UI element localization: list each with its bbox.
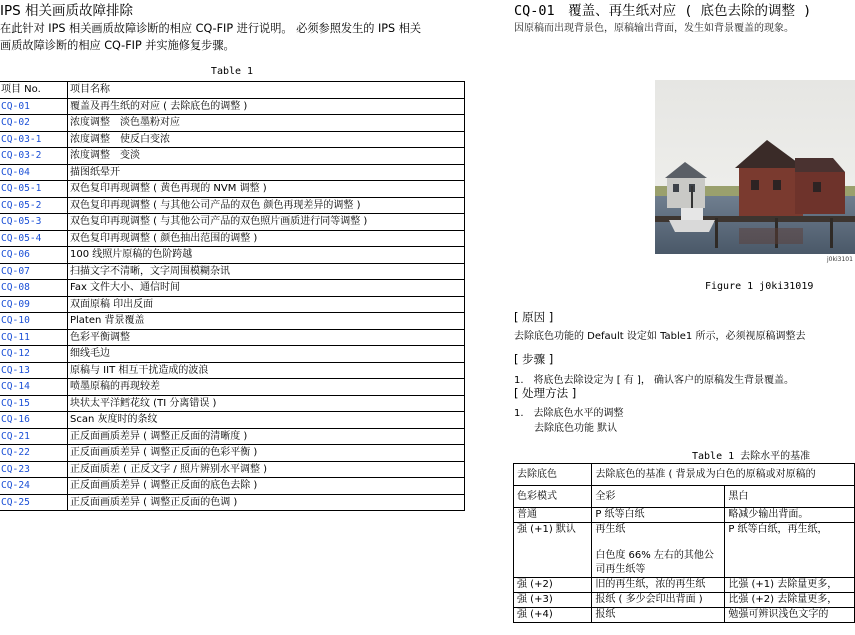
table-cell: 去除底色的基准 ( 背景成为白色的原稿或对原稿的 [592, 464, 855, 486]
step-1: 1. 将底色去除设定为 [ 有 ]， 确认客户的原稿发生背景覆盖。 [514, 375, 795, 386]
cq-link[interactable]: CQ-05-2 [0, 197, 68, 214]
cause-heading: [ 原因 ] [514, 310, 554, 324]
cq-link[interactable]: CQ-21 [0, 428, 68, 445]
item-name: 块状太平洋鳕花纹 (TI 分离错误 ) [68, 395, 465, 412]
table-row [514, 593, 855, 608]
cq-link[interactable]: CQ-11 [0, 329, 68, 346]
photo-code: j0ki3101 [827, 256, 853, 263]
item-name: 浓度调整 使反白变浓 [68, 131, 465, 148]
table-row [0, 362, 465, 379]
item-name: 正反面质差 ( 正反文字 / 照片辨别水平调整 ) [68, 461, 465, 478]
steps-heading: [ 步骤 ] [514, 352, 554, 366]
cq-link[interactable]: CQ-08 [0, 280, 68, 297]
table-cell: 报纸 ( 多少会印出背面 ) [592, 593, 725, 608]
table-row [0, 428, 465, 445]
table-row [514, 608, 855, 623]
table-cell: 比强 (+1) 去除量更多， [725, 578, 855, 593]
table-cell: 强 (+3) [514, 593, 592, 608]
item-name: 正反面画质差异 ( 调整正反面的色调 ) [68, 494, 465, 511]
table-cell: 强 (+4) [514, 608, 592, 623]
method-1-detail: 去除底色功能 默认 [514, 423, 618, 434]
table-row [0, 461, 465, 478]
cell-line: 白色度 66% 左右的其他公 [595, 550, 714, 561]
item-name: 喷墨原稿的再现较差 [68, 379, 465, 396]
figure-caption: Figure 1 j0ki31019 [705, 281, 814, 292]
intro-line-2: 画质故障诊断的相应 CQ-FIP 并实施修复步骤。 [0, 39, 235, 52]
cq-link[interactable]: CQ-07 [0, 263, 68, 280]
table-row [0, 494, 465, 511]
removal-level-table [513, 463, 855, 623]
item-name: 浓度调整 淡色墨粉对应 [68, 115, 465, 132]
cq-link[interactable]: CQ-12 [0, 346, 68, 363]
table-row [0, 181, 465, 198]
table-row [514, 523, 855, 578]
table-row [0, 412, 465, 429]
method-heading: [ 处理方法 ] [514, 386, 577, 400]
table-cell: 去除底色 [514, 464, 592, 486]
section-title: CQ-01 覆盖、再生纸对应 ( 底色去除的调整 ) [514, 3, 812, 19]
cell-line: 司再生纸等 [595, 564, 646, 575]
item-name: 双面原稿 印出反面 [68, 296, 465, 313]
cq-link[interactable]: CQ-02 [0, 115, 68, 132]
table-row [0, 115, 465, 132]
table-row [0, 263, 465, 280]
table-cell [592, 523, 725, 578]
removal-table-caption: Table 1 去除水平的基准 [692, 451, 811, 462]
table-row [0, 346, 465, 363]
table-row [0, 395, 465, 412]
item-name: 覆盖及再生纸的对应 ( 去除底色的调整 ) [68, 98, 465, 115]
item-name: 色彩平衡调整 [68, 329, 465, 346]
item-name: 扫描文字不清晰，文字周围模糊杂讯 [68, 263, 465, 280]
section-subtitle: 因原稿而出现背景色，原稿输出背面，发生如背景覆盖的现象。 [514, 23, 794, 34]
table-cell: 旧的再生纸，浓的再生纸 [592, 578, 725, 593]
cq-link[interactable]: CQ-01 [0, 98, 68, 115]
item-name: 双色复印再现调整 ( 与其他公司产品的双色 颜色再现差异的调整 ) [68, 197, 465, 214]
table-row [0, 131, 465, 148]
cq-link[interactable]: CQ-05-4 [0, 230, 68, 247]
method-1: 1. 去除底色水平的调整 [514, 408, 624, 419]
table-row [0, 148, 465, 165]
table-row [0, 214, 465, 231]
table-row [0, 379, 465, 396]
cq-link[interactable]: CQ-25 [0, 494, 68, 511]
cq-link[interactable]: CQ-05-3 [0, 214, 68, 231]
table-row [0, 230, 465, 247]
table-row [0, 247, 465, 264]
item-name: 100 线照片原稿的色阶跨越 [68, 247, 465, 264]
table-cell: P 纸等白纸，再生纸， [725, 523, 855, 578]
table-caption: Table 1 [210, 66, 254, 77]
cause-text: 去除底色功能的 Default 设定如 Table1 所示，必须视原稿调整去 [514, 331, 806, 342]
table-cell: 全彩 [592, 486, 725, 508]
table-row [514, 464, 855, 486]
intro-line-1: 在此针对 IPS 相关画质故障诊断的相应 CQ-FIP 进行说明。 必须参照发生的 IPS 相关 [0, 22, 422, 35]
cq-link[interactable]: CQ-14 [0, 379, 68, 396]
cq-link[interactable]: CQ-09 [0, 296, 68, 313]
item-name: Fax 文件大小、通信时间 [68, 280, 465, 297]
cq-link[interactable]: CQ-22 [0, 445, 68, 462]
cq-link[interactable]: CQ-13 [0, 362, 68, 379]
table-row [0, 98, 465, 115]
item-name: 双色复印再现调整 ( 黄色再现的 NVM 调整 ) [68, 181, 465, 198]
item-name: 正反面画质差异 ( 调整正反面的清晰度 ) [68, 428, 465, 445]
item-name: 细线毛边 [68, 346, 465, 363]
table-cell: 报纸 [592, 608, 725, 623]
table-cell: 色彩模式 [514, 486, 592, 508]
page-title: IPS 相关画质故障排除 [0, 3, 133, 19]
table-row [0, 197, 465, 214]
table-cell: 强 (+2) [514, 578, 592, 593]
cq-link[interactable]: CQ-15 [0, 395, 68, 412]
header-item-name: 项目名称 [68, 82, 465, 99]
item-name: Scan 灰度时的条纹 [68, 412, 465, 429]
table-row [514, 486, 855, 508]
item-name: 正反面画质差异 ( 调整正反面的底色去除 ) [68, 478, 465, 495]
table-row [0, 445, 465, 462]
cq-link[interactable]: CQ-03-1 [0, 131, 68, 148]
table-row [0, 313, 465, 330]
item-name: 正反面画质差异 ( 调整正反面的色彩平衡 ) [68, 445, 465, 462]
table-cell: 黑白 [725, 486, 855, 508]
item-name: 浓度调整 变淡 [68, 148, 465, 165]
table-cell: P 纸等白纸 [592, 508, 725, 523]
cq-link[interactable]: CQ-03-2 [0, 148, 68, 165]
table-row [514, 578, 855, 593]
table-cell: 强 (+1) 默认 [514, 523, 592, 578]
cq-link[interactable]: CQ-16 [0, 412, 68, 429]
table-row [514, 508, 855, 523]
cell-line: 再生纸 [595, 524, 626, 535]
item-name: 双色复印再现调整 ( 与其他公司产品的双色照片画质进行同等调整 ) [68, 214, 465, 231]
intro-text [0, 20, 490, 54]
item-name: 原稿与 IIT 相互干扰造成的波浪 [68, 362, 465, 379]
cq-link[interactable]: CQ-24 [0, 478, 68, 495]
table-row [0, 296, 465, 313]
table-cell: 略减少输出背面。 [725, 508, 855, 523]
cq-link[interactable]: CQ-05-1 [0, 181, 68, 198]
table-row [0, 329, 465, 346]
table-cell: 比强 (+2) 去除量更多， [725, 593, 855, 608]
harbor-photo [655, 68, 855, 264]
table-cell: 普通 [514, 508, 592, 523]
table-row [0, 280, 465, 297]
table-header-row [0, 82, 465, 99]
cq-link[interactable]: CQ-10 [0, 313, 68, 330]
header-item-no: 项目 No. [0, 82, 68, 99]
table-row [0, 478, 465, 495]
item-name: 双色复印再现调整 ( 颜色抽出范围的调整 ) [68, 230, 465, 247]
table-cell: 勉强可辨识浅色文字的 [725, 608, 855, 623]
item-name: Platen 背景覆盖 [68, 313, 465, 330]
table-row [0, 164, 465, 181]
cq-index-table [0, 81, 465, 511]
cq-link[interactable]: CQ-06 [0, 247, 68, 264]
cq-link[interactable]: CQ-04 [0, 164, 68, 181]
item-name: 描图纸晕开 [68, 164, 465, 181]
cq-link[interactable]: CQ-23 [0, 461, 68, 478]
